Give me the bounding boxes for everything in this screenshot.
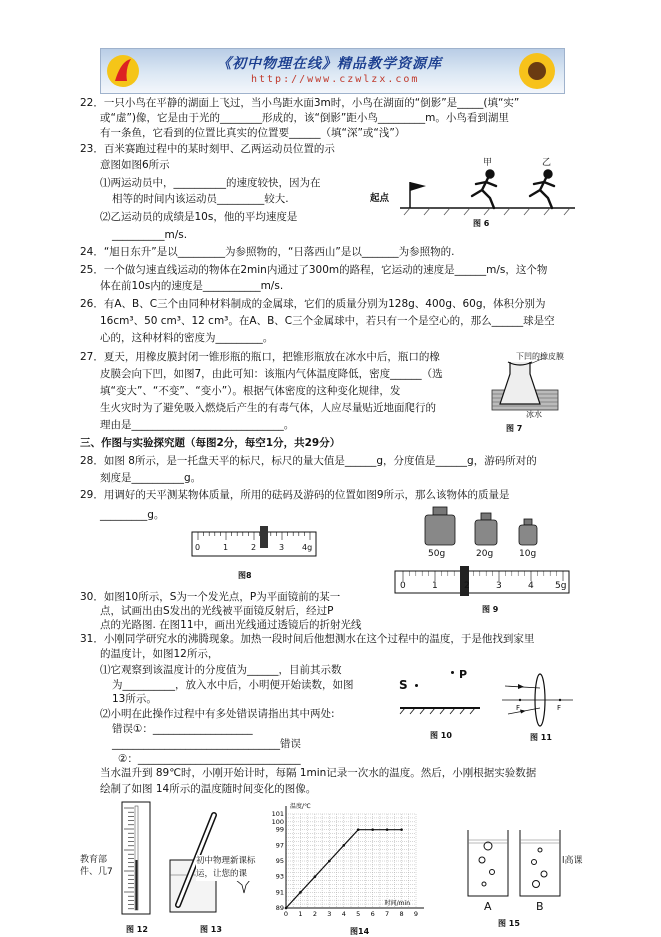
chart-y-tick: 97 xyxy=(275,841,284,850)
q26-line3: 心的，这种材料的密度为_________。 xyxy=(100,332,274,344)
chart-x-tick: 6 xyxy=(370,910,375,918)
q27-line4: 生火灾时为了避免吸入燃烧后产生的有毒气体，人应尽量贴近地面爬行的 xyxy=(100,402,436,414)
q31-line1: 31．小刚同学研究水的沸腾现象。加热一段时间后他想测水在这个过程中的温度，于是他找到家里 xyxy=(80,633,535,645)
fig11-caption: 图 11 xyxy=(530,733,552,742)
fig11-label-f2: F xyxy=(557,704,562,712)
fig9-weight-20: 20g xyxy=(476,549,494,559)
chart-point xyxy=(400,828,403,831)
logo-icon xyxy=(105,53,141,89)
temperature-chart xyxy=(268,800,438,922)
q31-line6: ⑵小明在此操作过程中有多处错误请指出其中两处: xyxy=(100,708,335,720)
fig6-start-label: 起点 xyxy=(370,193,390,204)
chart-y-tick: 101 xyxy=(271,810,284,818)
fig15-label-a: A xyxy=(484,900,492,913)
figure-9-ruler xyxy=(393,565,573,601)
fig10-caption: 图 10 xyxy=(430,731,452,740)
figure-13 xyxy=(166,805,266,920)
chart-y-tick: 91 xyxy=(275,888,284,897)
q22-line3: 有一条鱼，它看到的位置比真实的位置要______（填“深”或“浅”） xyxy=(100,127,406,139)
fig6-runner-a: 甲 xyxy=(483,158,493,168)
q31-line10: 当水温升到 89℃时，小刚开始计时，每隔 1min记录一次水的温度。然后，小刚根据实验数据 xyxy=(100,767,537,779)
fig7-membrane-label: 下凹的橡皮膜 xyxy=(516,352,564,361)
fig9-tick-2: 2 xyxy=(464,581,470,591)
q27-line3: 填“变大”、“不变”、“变小”）。根据气体密度的这种变化规律，发 xyxy=(100,385,401,397)
fig9-caption: 图 9 xyxy=(482,605,499,614)
chart-point xyxy=(357,828,360,831)
q30-line3: 点的光路图. 在图11中，画出光线通过透镜后的折射光线 xyxy=(100,619,362,631)
chart-x-tick: 4 xyxy=(341,910,346,918)
figure-15 xyxy=(462,826,582,914)
q25-line1: 25．一个做匀速直线运动的物体在2min内通过了300m的路程，它运动的速度是______m/s，这个物 xyxy=(80,264,548,276)
q30-line2: 点，试画出由S发出的光线被平面镜反射后，经过P xyxy=(100,605,334,617)
figure-11 xyxy=(500,664,575,728)
lens-diagram xyxy=(500,664,575,728)
fig7-icewater-label: 冰水 xyxy=(526,410,542,419)
q23-line6: __________m/s. xyxy=(112,229,188,241)
q29-line2: _________g。 xyxy=(100,509,165,521)
fig6-runner-b: 乙 xyxy=(542,158,552,168)
fig8-tick-0: 0 xyxy=(195,543,201,552)
figure-12 xyxy=(80,800,160,920)
q30-line1: 30．如图10所示，S为一个发光点，P为平面镜前的某一 xyxy=(80,591,341,603)
q25-line2: 体在前10s内的速度是___________m/s. xyxy=(100,280,284,292)
chart-y-tick: 100 xyxy=(271,817,284,826)
fig9-ruler xyxy=(393,565,573,601)
fig10-point-s xyxy=(415,684,418,687)
figure-10 xyxy=(395,668,485,728)
chart-point xyxy=(371,828,374,831)
header-banner xyxy=(100,48,565,94)
fig6-caption: 图 6 xyxy=(473,219,490,228)
q28-line1: 28．如图 8所示，是一托盘天平的标尺，标尺的量大值是______g，分度值是______g，游码所对的 xyxy=(80,455,537,467)
chart-x-tick: 5 xyxy=(356,910,361,918)
chart-y-tick: 95 xyxy=(275,857,284,865)
fig14-caption: 图14 xyxy=(350,927,370,936)
q27-line1: 27．夏天，用橡皮膜封闭一锥形瓶的瓶口，把锥形瓶放在冰水中后，瓶口的橡 xyxy=(80,351,440,363)
q31-line8: ________________________________错误 xyxy=(112,738,301,750)
q31-line2: 的温度计，如图12所示， xyxy=(100,648,219,660)
fig8-tick-4: 4g xyxy=(302,543,313,552)
q28-line2: 刻度是__________g。 xyxy=(100,472,202,484)
q27-line2: 皮膜会向下凹，如图7，由此可知：该瓶内气体温度降低，密度______（选 xyxy=(100,368,443,380)
q23-line4: 相等的时间内该运动员_________较大. xyxy=(112,193,289,205)
q31-line4: 为__________，放入水中后，小明便开始读数，如图 xyxy=(112,679,354,691)
chart-x-tick: 8 xyxy=(399,910,404,918)
fig8-tick-2: 2 xyxy=(251,543,257,552)
q31-line7: 错误①：___________________ xyxy=(112,723,253,735)
fig10-point-p xyxy=(451,671,454,674)
thermometer-diagram xyxy=(116,800,160,920)
q31-line9: ②：_______________________________ xyxy=(118,753,301,765)
fig13-caption: 图 13 xyxy=(200,925,222,934)
q23-line5: ⑵乙运动员的成绩是10s，他的平均速度是 xyxy=(100,211,298,223)
fig10-label-p: P xyxy=(459,668,468,681)
figure-14 xyxy=(268,800,438,922)
fig9-tick-0: 0 xyxy=(400,581,406,591)
section-3-heading: 三、作图与实验探究题（每图2分，每空1分，共29分） xyxy=(80,437,341,449)
fig9-tick-5: 5g xyxy=(555,581,567,591)
fig9-tick-4: 4 xyxy=(528,581,534,591)
chart-point xyxy=(342,844,345,847)
q27-line5: 理由是_____________________________。 xyxy=(100,419,295,431)
fig9-weight-10: 10g xyxy=(519,549,537,559)
fig7-caption: 图 7 xyxy=(506,424,523,433)
q24-line: 24．“旭日东升”是以_________为参照物的，“日落西山”是以_______为参照物的. xyxy=(80,246,455,258)
fig11-label-f1: F xyxy=(516,704,521,712)
q26-line1: 26．有A、B、C三个由同种材料制成的金属球，它们的质量分别为128g、400g、60g，体积分别为 xyxy=(80,298,546,310)
fig13-note: 初中物理新课标 运，让您的课 xyxy=(196,855,262,881)
chart-y-tick: 89 xyxy=(275,904,284,912)
figure-7 xyxy=(490,352,570,418)
chart-x-tick: 3 xyxy=(327,910,332,918)
q29-line1: 29．用调好的天平测某物体质量，所用的砝码及游码的位置如图9所示，那么该物体的质量是 xyxy=(80,489,510,501)
chart-x-tick: 7 xyxy=(385,910,390,918)
chart-point xyxy=(314,875,317,878)
banner-url: http://www.czwlzx.com xyxy=(251,74,420,85)
q31-line11: 绘制了如图 14所示的温度随时间变化的图像。 xyxy=(100,783,317,795)
fig8-tick-3: 3 xyxy=(279,543,285,552)
fig9-tick-3: 3 xyxy=(496,581,502,591)
fig10-label-s: S xyxy=(399,678,408,692)
fig8-tick-1: 1 xyxy=(223,543,229,552)
fig9-weight-50: 50g xyxy=(428,549,446,559)
fig8-caption: 图8 xyxy=(238,571,252,580)
q22-line1: 22．一只小鸟在平静的湖面上飞过，当小鸟距水面3m时，小鸟在湖面的“倒影”是_____(填“实” xyxy=(80,97,520,109)
fig12-caption: 图 12 xyxy=(126,925,148,934)
chart-x-tick: 0 xyxy=(283,910,289,918)
figure-9-weights xyxy=(415,505,565,561)
q23-line2: 意图如图6所示 xyxy=(100,159,170,171)
chart-point xyxy=(299,891,302,894)
chart-y-tick: 99 xyxy=(275,825,284,834)
fig8-slider xyxy=(260,526,268,548)
fig9-tick-1: 1 xyxy=(432,581,438,591)
q31-line3: ⑴它观察到该温度计的分度值为______，目前其示数 xyxy=(100,664,342,676)
weights-diagram xyxy=(415,505,565,549)
q22-line2: 或“虚”)像，它是由于光的________形成的，该“倒影”距小鸟_________m。小鸟看到湖里 xyxy=(100,112,509,124)
q23-line1: 23．百米赛跑过程中的某时刻甲、乙两运动员位置的示 xyxy=(80,143,335,155)
chart-point xyxy=(328,860,331,863)
q26-line2: 16cm³、50 cm³、12 cm³。在A、B、C三个金属球中，若只有一个是空心的，那么______球是空 xyxy=(100,315,555,327)
chart-x-tick: 2 xyxy=(312,910,317,918)
figure-8 xyxy=(190,524,320,560)
mirror-surface xyxy=(395,704,485,720)
chart-y-tick: 93 xyxy=(275,872,284,881)
chart-x-tick: 1 xyxy=(298,910,303,918)
banner-title: 《初中物理在线》精品教学资源库 xyxy=(217,56,442,72)
fig15-caption: 图 15 xyxy=(498,919,520,928)
q31-line5: 13所示。 xyxy=(112,693,157,705)
sunflower-icon xyxy=(511,49,563,93)
chart-x-label: 时间/min xyxy=(384,900,410,907)
fig15-label-b: B xyxy=(536,900,544,913)
chart-point xyxy=(386,828,389,831)
chart-point xyxy=(285,907,288,910)
fig15-right-text: l高课 xyxy=(562,856,583,866)
fig12-left-text: 教育部 件、几7 xyxy=(80,855,113,877)
q23-line3: ⑴两运动员中，__________的速度较快，因为在 xyxy=(100,177,321,189)
chart-x-tick: 9 xyxy=(413,910,419,918)
chart-y-label: 温度/℃ xyxy=(290,803,311,810)
